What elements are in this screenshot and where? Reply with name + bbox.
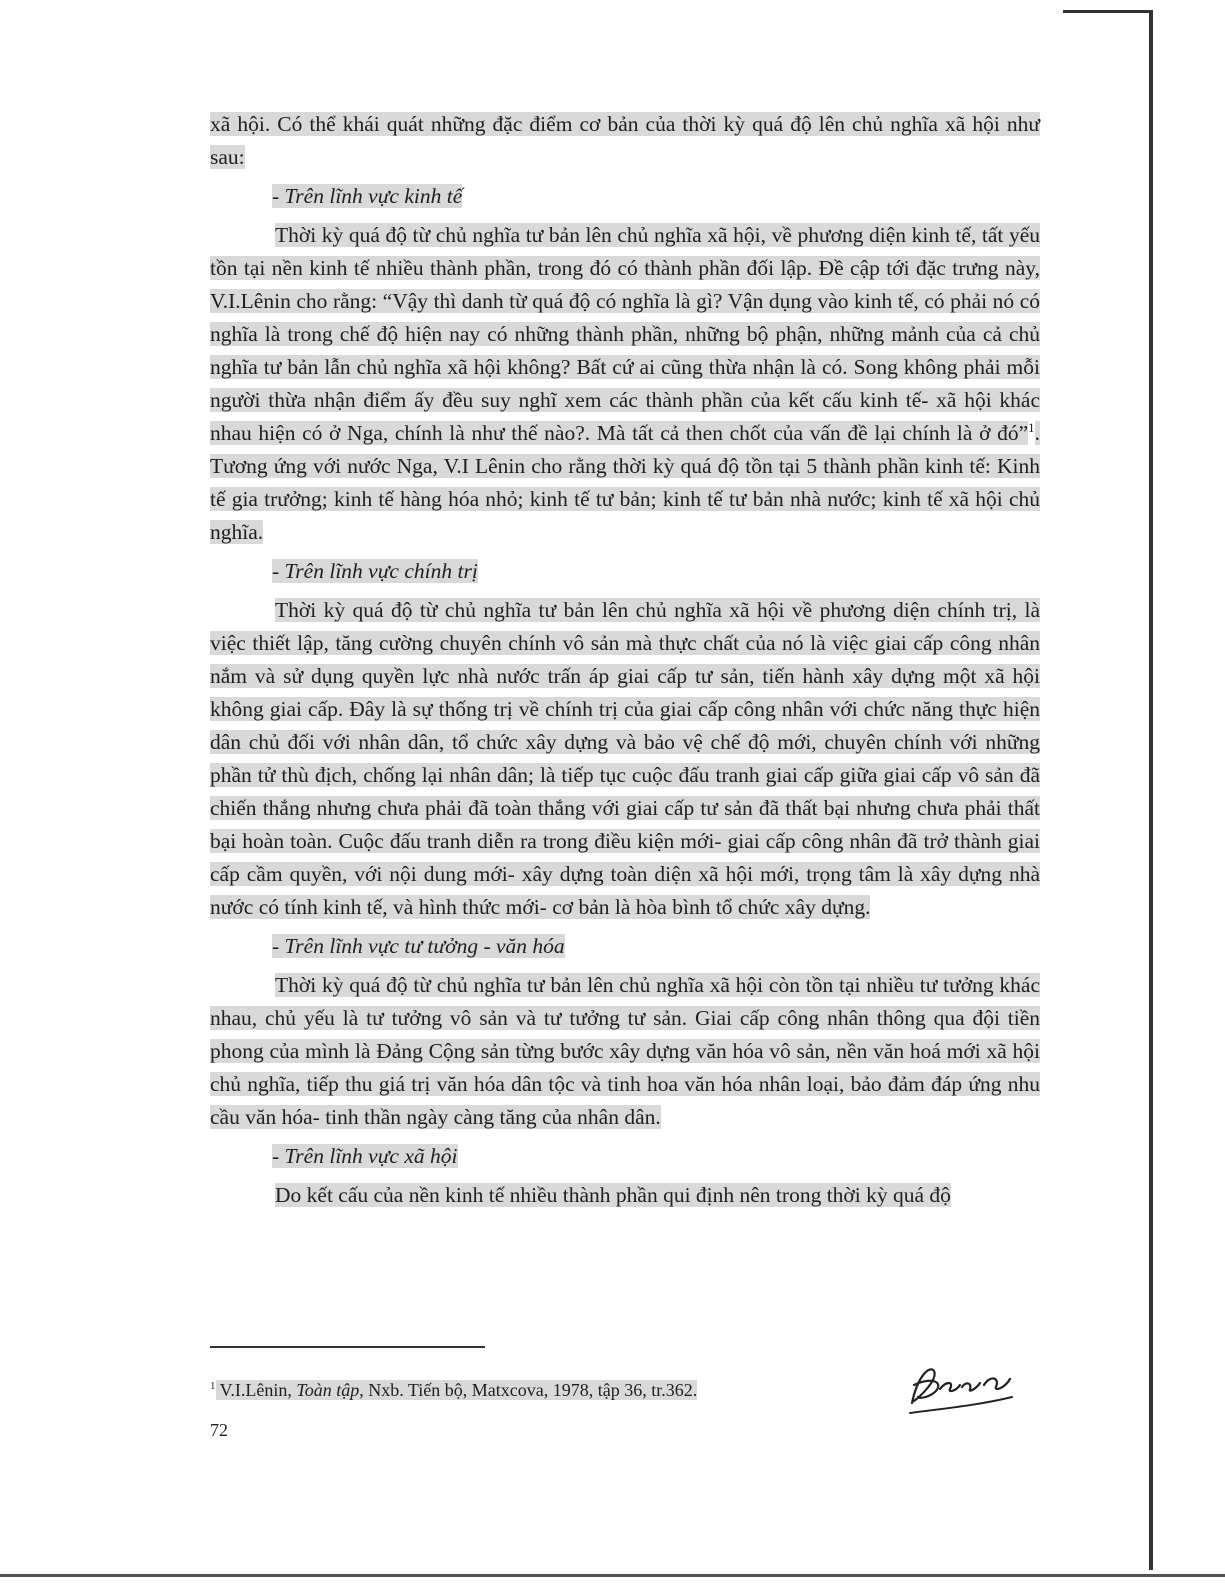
page-edge-bottom <box>0 1574 1225 1577</box>
footnote-title: Toàn tập <box>296 1380 360 1400</box>
paragraph-economy-part-b: . Tương ứng với nước Nga, V.I Lênin cho rằng thời kỳ quá độ tồn tại 5 thành phần kinh tế: Kinh tế gia trưởng; kinh tế hàng hóa nhỏ; kinh tế tư bản; kinh tế tư bản nhà nước; kinh tế xã hội chủ nghĩa. <box>210 421 1040 544</box>
page-edge-top <box>1063 10 1153 13</box>
footnote-marker: 1 <box>210 1380 216 1392</box>
footnote-ref: 1 <box>1028 419 1035 435</box>
footnote-divider <box>210 1346 485 1348</box>
paragraph-economy-part-a: Thời kỳ quá độ từ chủ nghĩa tư bản lên chủ nghĩa xã hội, về phương diện kinh tế, tất yếu tồn tại nền kinh tế nhiều thành phần, trong đó có thành phần đối lập. Đề cập tới đặc trưng này, V.I.Lênin cho rằng: “Vậy thì danh từ quá độ có nghĩa là gì? Vận dụng vào kinh tế, có phải nó có nghĩa là trong chế độ hiện nay có những thành phần, những bộ phận, những mảnh của cả chủ nghĩa tư bản lẫn chủ nghĩa xã hội không? Bất cứ ai cũng thừa nhận là có. Song không phải mỗi người thừa nhận điểm ấy đều suy nghĩ xem các thành phần của kết cấu kinh tế- xã hội khác nhau hiện có ở Nga, chính là như thế nào?. Mà tất cả then chốt của vấn đề lại chính là ở đó” <box>210 223 1040 445</box>
footnote <box>210 1378 697 1402</box>
page-edge-right <box>1149 10 1153 1570</box>
heading-culture: - Trên lĩnh vực tư tưởng - văn hóa <box>272 934 565 958</box>
footnote-rest: , Nxb. Tiến bộ, Matxcova, 1978, tập 36, tr.362. <box>359 1380 698 1400</box>
heading-politics: - Trên lĩnh vực chính trị <box>272 559 478 583</box>
paragraph-intro: xã hội. Có thể khái quát những đặc điểm cơ bản của thời kỳ quá độ lên chủ nghĩa xã hội như sau: <box>210 112 1040 169</box>
page-number: 72 <box>210 1420 228 1440</box>
body-text <box>210 108 1040 1212</box>
paragraph-economy <box>210 219 1040 549</box>
footnote-author: V.I.Lênin, <box>215 1380 297 1400</box>
heading-society: - Trên lĩnh vực xã hội <box>272 1144 458 1168</box>
signature-icon <box>900 1355 1020 1425</box>
paragraph-society: Do kết cấu của nền kinh tế nhiều thành phần qui định nên trong thời kỳ quá độ <box>275 1183 951 1207</box>
paragraph-culture: Thời kỳ quá độ từ chủ nghĩa tư bản lên chủ nghĩa xã hội còn tồn tại nhiều tư tưởng khác nhau, chủ yếu là tư tưởng vô sản và tư tưởng tư sản. Giai cấp công nhân thông qua đội tiền phong của mình là Đảng Cộng sản từng bước xây dựng văn hóa vô sản, nền văn hoá mới xã hội chủ nghĩa, tiếp thu giá trị văn hóa dân tộc và tinh hoa văn hóa nhân loại, bảo đảm đáp ứng nhu cầu văn hóa- tinh thần ngày càng tăng của nhân dân. <box>210 973 1040 1129</box>
paragraph-politics: Thời kỳ quá độ từ chủ nghĩa tư bản lên chủ nghĩa xã hội về phương diện chính trị, là việc thiết lập, tăng cường chuyên chính vô sản mà thực chất của nó là việc giai cấp công nhân nắm và sử dụng quyền lực nhà nước trấn áp giai cấp tư sản, tiến hành xây dựng một xã hội không giai cấp. Đây là sự thống trị về chính trị của giai cấp công nhân với chức năng thực hiện dân chủ đối với nhân dân, tổ chức xây dựng và bảo vệ chế độ mới, chuyên chính với những phần tử thù địch, chống lại nhân dân; là tiếp tục cuộc đấu tranh giai cấp giữa giai cấp vô sản đã chiến thắng nhưng chưa phải đã toàn thắng với giai cấp tư sản đã thất bại nhưng chưa phải thất bại hoàn toàn. Cuộc đấu tranh diễn ra trong điều kiện mới- giai cấp công nhân đã trở thành giai cấp cầm quyền, với nội dung mới- xây dựng toàn diện xã hội mới, trọng tâm là xây dựng nhà nước có tính kinh tế, và hình thức mới- cơ bản là hòa bình tổ chức xây dựng. <box>210 598 1040 919</box>
heading-economy: - Trên lĩnh vực kinh tế <box>272 184 463 208</box>
